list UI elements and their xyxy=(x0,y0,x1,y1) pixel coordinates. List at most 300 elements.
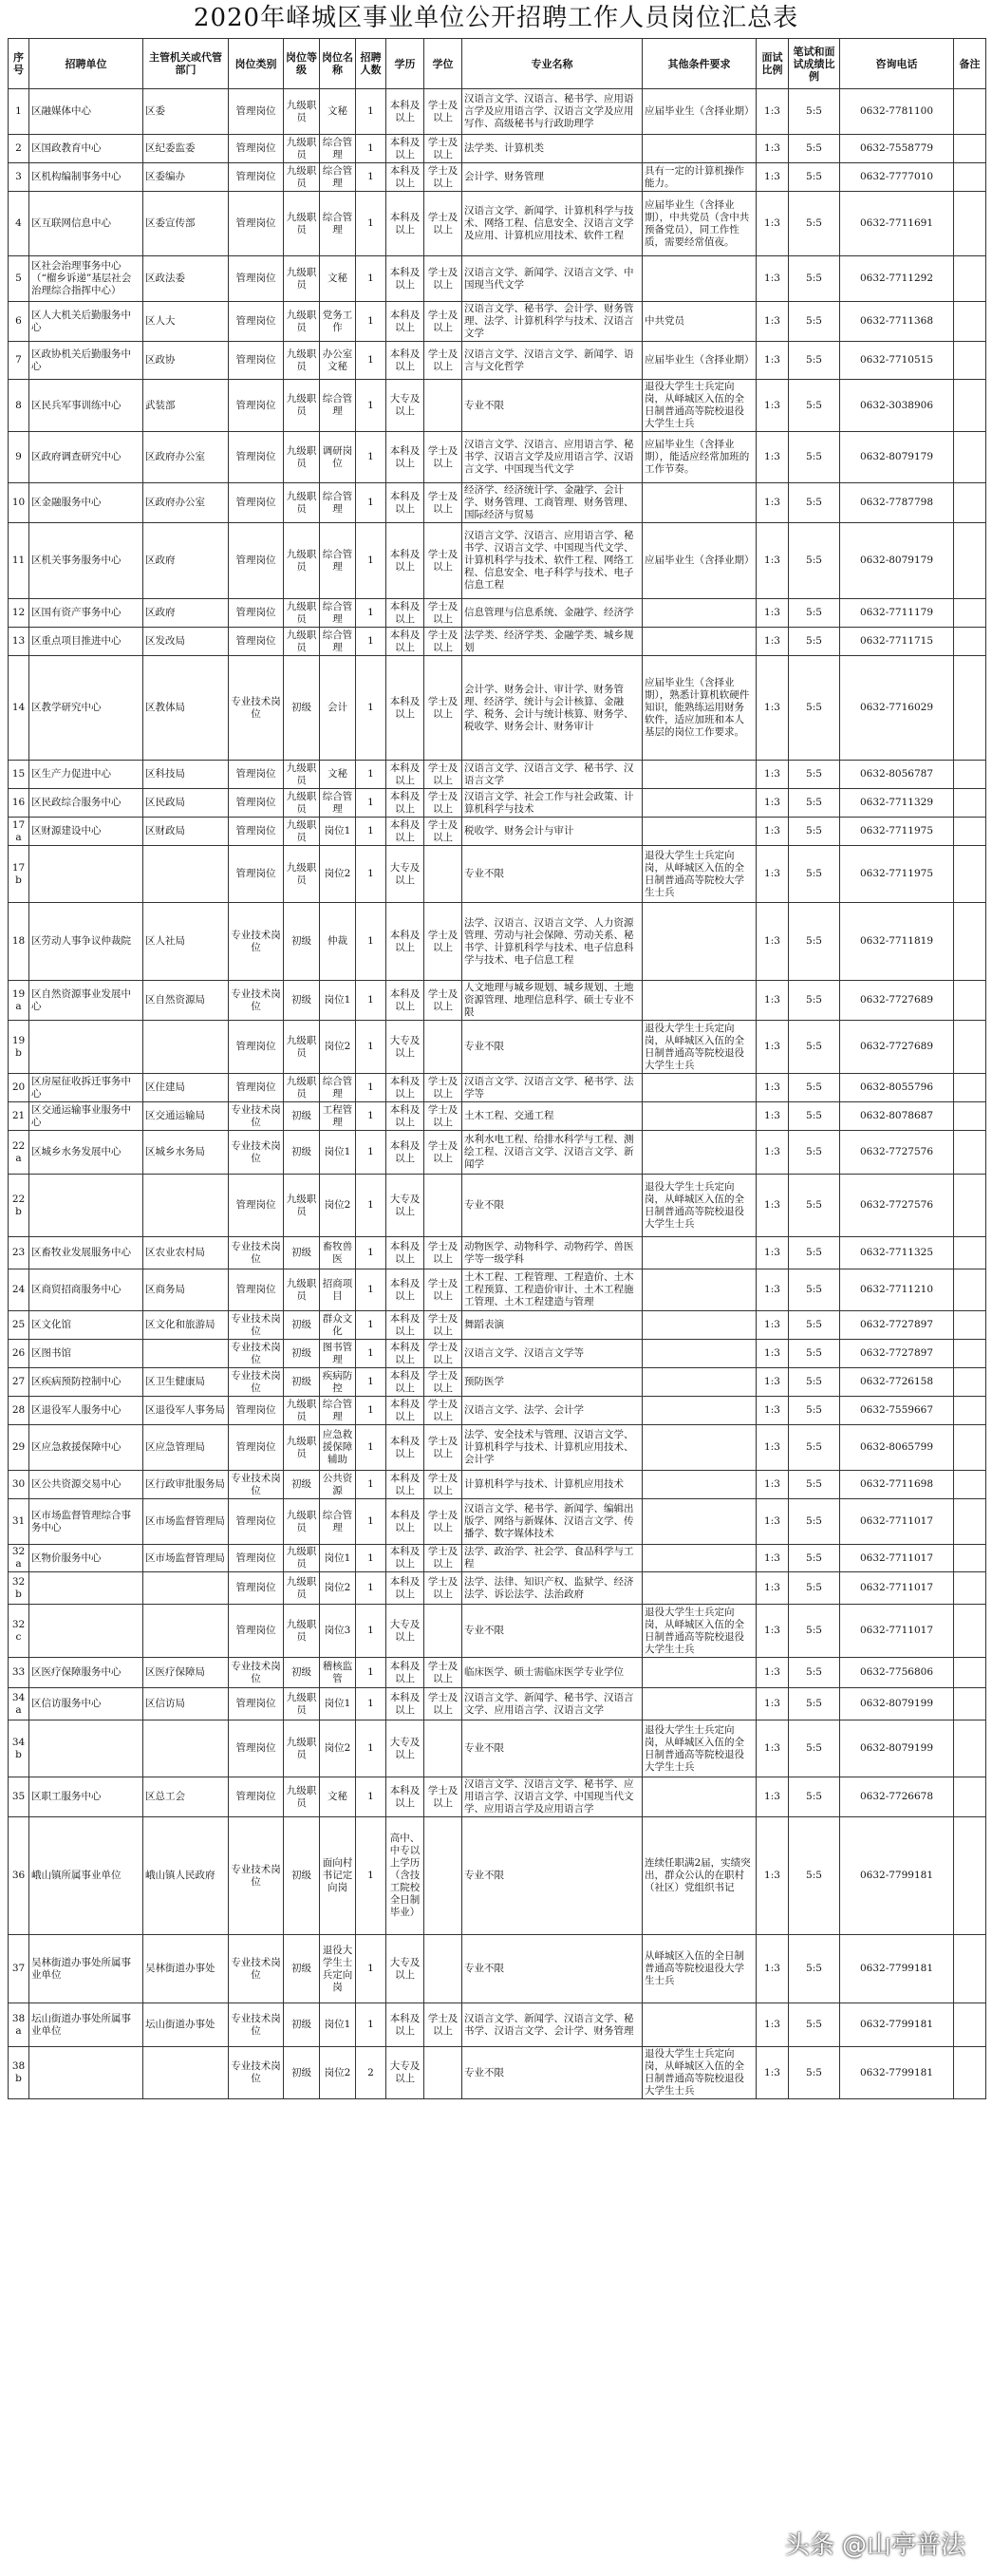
cell-id: 29 xyxy=(9,1425,29,1471)
cell-name: 综合管理 xyxy=(320,789,356,818)
cell-dept: 区住建局 xyxy=(143,1074,229,1102)
cell-name: 综合管理 xyxy=(320,1074,356,1102)
cell-unit: 区物价服务中心 xyxy=(29,1545,143,1572)
cell-phone: 0632-7781100 xyxy=(840,89,954,135)
cell-edu: 本科及以上 xyxy=(386,432,424,483)
cell-unit xyxy=(29,1175,143,1237)
cell-other: 退役大学生士兵定向岗，从峄城区入伍的全日制普通高等院校大学生士兵 xyxy=(643,846,757,903)
cell-num: 1 xyxy=(356,432,386,483)
cell-score: 5:5 xyxy=(789,1131,840,1175)
cell-dept: 区医疗保障局 xyxy=(143,1658,229,1688)
cell-remark xyxy=(954,818,986,846)
cell-other: 应届毕业生（含择业期） xyxy=(643,523,757,599)
cell-major: 法学、政治学、社会学、食品科学与工程 xyxy=(462,1545,643,1572)
cell-name: 综合管理 xyxy=(320,1499,356,1545)
cell-dept: 区应急管理局 xyxy=(143,1425,229,1471)
cell-other xyxy=(643,599,757,628)
cell-cat: 管理岗位 xyxy=(229,89,284,135)
cell-edu: 本科及以上 xyxy=(386,1102,424,1131)
cell-major: 专业不限 xyxy=(462,1935,643,2003)
cell-dept xyxy=(143,1572,229,1605)
cell-major: 专业不限 xyxy=(462,1605,643,1658)
table-row xyxy=(9,1777,986,1817)
cell-name: 综合管理 xyxy=(320,628,356,656)
cell-ratio: 1:3 xyxy=(757,1131,789,1175)
cell-num: 1 xyxy=(356,1935,386,2003)
cell-deg: 学士及以上 xyxy=(424,628,462,656)
cell-other: 连续任职满2届，实绩突出，群众公认的在职村（社区）党组织书记 xyxy=(643,1817,757,1935)
cell-other xyxy=(643,903,757,981)
cell-edu: 大专及以上 xyxy=(386,1605,424,1658)
cell-remark xyxy=(954,1368,986,1397)
cell-major: 汉语言文学、秘书学、新闻学、编辑出版学、网络与新媒体、汉语言文学、传播学、数字媒体技术 xyxy=(462,1499,643,1545)
cell-ratio: 1:3 xyxy=(757,380,789,432)
cell-remark xyxy=(954,1269,986,1311)
cell-level: 九级职员 xyxy=(284,1397,320,1425)
cell-major: 预防医学 xyxy=(462,1368,643,1397)
cell-major: 法学、法律、知识产权、监狱学、经济法学、诉讼法学、法治政府 xyxy=(462,1572,643,1605)
cell-remark xyxy=(954,903,986,981)
table-row xyxy=(9,1471,986,1499)
cell-num: 1 xyxy=(356,1397,386,1425)
cell-num: 1 xyxy=(356,342,386,380)
cell-name: 招商项目 xyxy=(320,1269,356,1311)
cell-phone: 0632-7711325 xyxy=(840,1237,954,1269)
cell-ratio: 1:3 xyxy=(757,1572,789,1605)
cell-phone: 0632-7711017 xyxy=(840,1499,954,1545)
cell-deg: 学士及以上 xyxy=(424,163,462,192)
cell-remark xyxy=(954,1021,986,1074)
cell-edu: 本科及以上 xyxy=(386,89,424,135)
cell-remark xyxy=(954,135,986,163)
cell-score: 5:5 xyxy=(789,1368,840,1397)
cell-num: 1 xyxy=(356,483,386,523)
table-row xyxy=(9,1131,986,1175)
cell-num: 1 xyxy=(356,656,386,761)
cell-id: 31 xyxy=(9,1499,29,1545)
cell-level: 九级职员 xyxy=(284,1021,320,1074)
cell-edu: 本科及以上 xyxy=(386,1572,424,1605)
cell-id: 7 xyxy=(9,342,29,380)
cell-phone: 0632-7787798 xyxy=(840,483,954,523)
cell-ratio: 1:3 xyxy=(757,1688,789,1720)
cell-edu: 本科及以上 xyxy=(386,523,424,599)
cell-level: 九级职员 xyxy=(284,1605,320,1658)
cell-major: 汉语言文学、汉语言、应用语言学、秘书学、汉语言文学及应用语言学、汉语言文学、中国现当代文学 xyxy=(462,432,643,483)
cell-dept: 坛山街道办事处 xyxy=(143,2003,229,2047)
cell-level: 九级职员 xyxy=(284,380,320,432)
cell-num: 1 xyxy=(356,135,386,163)
cell-id: 28 xyxy=(9,1397,29,1425)
cell-other xyxy=(643,1311,757,1340)
cell-edu: 本科及以上 xyxy=(386,818,424,846)
cell-remark xyxy=(954,163,986,192)
cell-level: 九级职员 xyxy=(284,1720,320,1777)
cell-phone: 0632-7726158 xyxy=(840,1368,954,1397)
table-row xyxy=(9,1545,986,1572)
cell-other: 具有一定的计算机操作能力。 xyxy=(643,163,757,192)
cell-id: 33 xyxy=(9,1658,29,1688)
table-row xyxy=(9,761,986,789)
cell-num: 1 xyxy=(356,302,386,342)
cell-deg: 学士及以上 xyxy=(424,903,462,981)
cell-edu: 大专及以上 xyxy=(386,1935,424,2003)
cell-num: 1 xyxy=(356,2003,386,2047)
cell-phone: 0632-7711210 xyxy=(840,1269,954,1311)
cell-cat: 管理岗位 xyxy=(229,846,284,903)
column-header: 咨询电话 xyxy=(840,39,954,89)
cell-remark xyxy=(954,599,986,628)
table-row xyxy=(9,1499,986,1545)
cell-name: 综合管理 xyxy=(320,192,356,256)
cell-num: 1 xyxy=(356,89,386,135)
cell-remark xyxy=(954,380,986,432)
cell-cat: 管理岗位 xyxy=(229,1688,284,1720)
cell-dept: 区发改局 xyxy=(143,628,229,656)
cell-level: 九级职员 xyxy=(284,432,320,483)
cell-major: 汉语言文学、法学、会计学 xyxy=(462,1397,643,1425)
table-row xyxy=(9,1425,986,1471)
cell-name: 退役大学生士兵定向岗 xyxy=(320,1935,356,2003)
cell-unit: 区信访服务中心 xyxy=(29,1688,143,1720)
cell-num: 1 xyxy=(356,1545,386,1572)
cell-phone: 0632-7711368 xyxy=(840,302,954,342)
cell-unit: 区公共资源交易中心 xyxy=(29,1471,143,1499)
cell-num: 1 xyxy=(356,1658,386,1688)
cell-cat: 专业技术岗位 xyxy=(229,1102,284,1131)
cell-ratio: 1:3 xyxy=(757,1074,789,1102)
cell-unit: 区社会治理事务中心（“榴乡诉递”基层社会治理综合指挥中心） xyxy=(29,256,143,302)
cell-phone: 0632-7710515 xyxy=(840,342,954,380)
cell-dept xyxy=(143,2047,229,2099)
table-row xyxy=(9,1074,986,1102)
cell-phone: 0632-7727576 xyxy=(840,1175,954,1237)
cell-id: 16 xyxy=(9,789,29,818)
cell-dept: 武装部 xyxy=(143,380,229,432)
column-header: 学历 xyxy=(386,39,424,89)
cell-remark xyxy=(954,1425,986,1471)
cell-other xyxy=(643,1340,757,1368)
cell-phone: 0632-7777010 xyxy=(840,163,954,192)
cell-major: 专业不限 xyxy=(462,380,643,432)
cell-score: 5:5 xyxy=(789,1817,840,1935)
cell-other xyxy=(643,1102,757,1131)
cell-dept: 峨山镇人民政府 xyxy=(143,1817,229,1935)
cell-id: 30 xyxy=(9,1471,29,1499)
cell-ratio: 1:3 xyxy=(757,523,789,599)
cell-remark xyxy=(954,192,986,256)
cell-num: 1 xyxy=(356,1131,386,1175)
cell-score: 5:5 xyxy=(789,2003,840,2047)
cell-score: 5:5 xyxy=(789,1269,840,1311)
cell-remark xyxy=(954,761,986,789)
cell-phone: 0632-7711017 xyxy=(840,1545,954,1572)
cell-other xyxy=(643,981,757,1021)
cell-id: 34b xyxy=(9,1720,29,1777)
cell-phone: 0632-7711715 xyxy=(840,628,954,656)
column-header: 主管机关或代管部门 xyxy=(143,39,229,89)
cell-unit xyxy=(29,1572,143,1605)
cell-edu: 本科及以上 xyxy=(386,628,424,656)
cell-major: 汉语言文学、秘书学、会计学、财务管理、法学、计算机科学与技术、汉语言文学 xyxy=(462,302,643,342)
cell-major: 专业不限 xyxy=(462,1021,643,1074)
cell-level: 九级职员 xyxy=(284,135,320,163)
cell-level: 九级职员 xyxy=(284,1572,320,1605)
cell-score: 5:5 xyxy=(789,1720,840,1777)
table-row xyxy=(9,656,986,761)
cell-other: 退役大学生士兵定向岗，从峄城区入伍的全日制普通高等院校退役大学生士兵 xyxy=(643,2047,757,2099)
cell-phone: 0632-7727689 xyxy=(840,981,954,1021)
table-row xyxy=(9,432,986,483)
cell-cat: 管理岗位 xyxy=(229,523,284,599)
cell-cat: 专业技术岗位 xyxy=(229,1311,284,1340)
cell-deg: 学士及以上 xyxy=(424,981,462,1021)
cell-edu: 本科及以上 xyxy=(386,2003,424,2047)
cell-remark xyxy=(954,1720,986,1777)
cell-unit: 区教学研究中心 xyxy=(29,656,143,761)
cell-ratio: 1:3 xyxy=(757,1397,789,1425)
cell-deg: 学士及以上 xyxy=(424,761,462,789)
cell-id: 19b xyxy=(9,1021,29,1074)
cell-score: 5:5 xyxy=(789,342,840,380)
cell-phone: 0632-8056787 xyxy=(840,761,954,789)
cell-cat: 管理岗位 xyxy=(229,256,284,302)
cell-cat: 专业技术岗位 xyxy=(229,1340,284,1368)
cell-dept: 区总工会 xyxy=(143,1777,229,1817)
cell-id: 36 xyxy=(9,1817,29,1935)
cell-level: 九级职员 xyxy=(284,1545,320,1572)
cell-dept: 区行政审批服务局 xyxy=(143,1471,229,1499)
cell-phone: 0632-7559667 xyxy=(840,1397,954,1425)
cell-id: 22a xyxy=(9,1131,29,1175)
cell-num: 1 xyxy=(356,1817,386,1935)
cell-remark xyxy=(954,523,986,599)
cell-level: 九级职员 xyxy=(284,1269,320,1311)
cell-score: 5:5 xyxy=(789,846,840,903)
cell-level: 九级职员 xyxy=(284,163,320,192)
cell-edu: 本科及以上 xyxy=(386,1311,424,1340)
cell-dept: 区市场监督管理局 xyxy=(143,1545,229,1572)
cell-id: 4 xyxy=(9,192,29,256)
cell-cat: 管理岗位 xyxy=(229,1425,284,1471)
cell-id: 32b xyxy=(9,1572,29,1605)
cell-dept: 吴林街道办事处 xyxy=(143,1935,229,2003)
column-header: 笔试和面试成绩比例 xyxy=(789,39,840,89)
cell-other: 应届毕业生（含择业期），中共党员（含中共预备党员），同工作性质，需要经常值夜。 xyxy=(643,192,757,256)
cell-edu: 本科及以上 xyxy=(386,1545,424,1572)
cell-cat: 管理岗位 xyxy=(229,1499,284,1545)
cell-unit: 区国政教育中心 xyxy=(29,135,143,163)
cell-score: 5:5 xyxy=(789,1425,840,1471)
cell-remark xyxy=(954,1545,986,1572)
cell-dept: 区政协 xyxy=(143,342,229,380)
cell-level: 初级 xyxy=(284,1237,320,1269)
cell-dept: 区政府办公室 xyxy=(143,432,229,483)
cell-name: 文秘 xyxy=(320,256,356,302)
cell-major: 法学、安全技术与管理、汉语言文学、计算机科学与技术、计算机应用技术、会计学 xyxy=(462,1425,643,1471)
cell-unit xyxy=(29,1720,143,1777)
cell-num: 1 xyxy=(356,1269,386,1311)
cell-other: 从峄城区入伍的全日制普通高等院校退役大学生士兵 xyxy=(643,1935,757,2003)
cell-edu: 本科及以上 xyxy=(386,1777,424,1817)
cell-ratio: 1:3 xyxy=(757,1269,789,1311)
cell-num: 1 xyxy=(356,1471,386,1499)
cell-other xyxy=(643,761,757,789)
cell-id: 38a xyxy=(9,2003,29,2047)
cell-score: 5:5 xyxy=(789,1688,840,1720)
cell-num: 1 xyxy=(356,981,386,1021)
cell-deg: 学士及以上 xyxy=(424,1102,462,1131)
cell-id: 13 xyxy=(9,628,29,656)
cell-name: 岗位2 xyxy=(320,846,356,903)
cell-phone: 0632-7711017 xyxy=(840,1572,954,1605)
cell-name: 图书管理 xyxy=(320,1340,356,1368)
cell-edu: 本科及以上 xyxy=(386,1368,424,1397)
cell-other: 退役大学生士兵定向岗，从峄城区入伍的全日制普通高等院校退役大学生士兵 xyxy=(643,380,757,432)
cell-id: 5 xyxy=(9,256,29,302)
cell-cat: 管理岗位 xyxy=(229,1021,284,1074)
cell-major: 舞蹈表演 xyxy=(462,1311,643,1340)
cell-edu: 高中、中专以上学历（含技工院校全日制毕业） xyxy=(386,1817,424,1935)
cell-remark xyxy=(954,1471,986,1499)
cell-dept: 区人社局 xyxy=(143,903,229,981)
cell-deg: 学士及以上 xyxy=(424,256,462,302)
column-header: 其他条件要求 xyxy=(643,39,757,89)
cell-name: 群众文化 xyxy=(320,1311,356,1340)
cell-remark xyxy=(954,1074,986,1102)
cell-num: 1 xyxy=(356,1499,386,1545)
column-header: 学位 xyxy=(424,39,462,89)
cell-ratio: 1:3 xyxy=(757,342,789,380)
cell-dept: 区农业农村局 xyxy=(143,1237,229,1269)
cell-major: 汉语言文学、汉语言文学、新闻学、语言与文化哲学 xyxy=(462,342,643,380)
cell-dept: 区教体局 xyxy=(143,656,229,761)
cell-ratio: 1:3 xyxy=(757,1817,789,1935)
cell-score: 5:5 xyxy=(789,256,840,302)
column-header: 岗位名称 xyxy=(320,39,356,89)
cell-dept: 区退役军人事务局 xyxy=(143,1397,229,1425)
cell-remark xyxy=(954,1311,986,1340)
cell-unit: 区职工服务中心 xyxy=(29,1777,143,1817)
cell-score: 5:5 xyxy=(789,903,840,981)
cell-ratio: 1:3 xyxy=(757,1471,789,1499)
cell-cat: 管理岗位 xyxy=(229,483,284,523)
cell-phone: 0632-3038906 xyxy=(840,380,954,432)
cell-cat: 管理岗位 xyxy=(229,599,284,628)
cell-dept: 区纪委监委 xyxy=(143,135,229,163)
cell-phone: 0632-7711292 xyxy=(840,256,954,302)
cell-score: 5:5 xyxy=(789,1605,840,1658)
cell-deg xyxy=(424,380,462,432)
cell-num: 1 xyxy=(356,628,386,656)
cell-unit: 区重点项目推进中心 xyxy=(29,628,143,656)
cell-phone: 0632-7711698 xyxy=(840,1471,954,1499)
cell-cat: 管理岗位 xyxy=(229,761,284,789)
cell-score: 5:5 xyxy=(789,761,840,789)
cell-unit: 区人大机关后勤服务中心 xyxy=(29,302,143,342)
cell-deg: 学士及以上 xyxy=(424,342,462,380)
cell-level: 九级职员 xyxy=(284,523,320,599)
cell-name: 疾病防控 xyxy=(320,1368,356,1397)
table-row xyxy=(9,1688,986,1720)
cell-ratio: 1:3 xyxy=(757,432,789,483)
cell-deg xyxy=(424,846,462,903)
cell-score: 5:5 xyxy=(789,628,840,656)
cell-unit: 区房屋征收拆迁事务中心 xyxy=(29,1074,143,1102)
cell-id: 24 xyxy=(9,1269,29,1311)
cell-ratio: 1:3 xyxy=(757,981,789,1021)
cell-num: 1 xyxy=(356,1340,386,1368)
cell-dept: 区委编办 xyxy=(143,163,229,192)
cell-dept: 区政府 xyxy=(143,599,229,628)
cell-deg: 学士及以上 xyxy=(424,1368,462,1397)
cell-num: 1 xyxy=(356,1021,386,1074)
cell-remark xyxy=(954,1499,986,1545)
cell-dept: 区政法委 xyxy=(143,256,229,302)
cell-major: 专业不限 xyxy=(462,846,643,903)
cell-id: 35 xyxy=(9,1777,29,1817)
cell-edu: 本科及以上 xyxy=(386,135,424,163)
cell-level: 九级职员 xyxy=(284,1425,320,1471)
cell-cat: 专业技术岗位 xyxy=(229,2003,284,2047)
cell-cat: 管理岗位 xyxy=(229,1777,284,1817)
cell-unit: 区生产力促进中心 xyxy=(29,761,143,789)
cell-deg: 学士及以上 xyxy=(424,432,462,483)
cell-dept xyxy=(143,1175,229,1237)
cell-remark xyxy=(954,1935,986,2003)
cell-deg xyxy=(424,1605,462,1658)
cell-level: 九级职员 xyxy=(284,256,320,302)
cell-name: 调研岗位 xyxy=(320,432,356,483)
cell-phone: 0632-7558779 xyxy=(840,135,954,163)
cell-major: 人文地理与城乡规划、城乡规划、土地资源管理、地理信息科学、硕士专业不限 xyxy=(462,981,643,1021)
cell-level: 九级职员 xyxy=(284,192,320,256)
cell-name: 文秘 xyxy=(320,761,356,789)
cell-other xyxy=(643,483,757,523)
cell-id: 23 xyxy=(9,1237,29,1269)
cell-id: 2 xyxy=(9,135,29,163)
cell-level: 九级职员 xyxy=(284,789,320,818)
cell-remark xyxy=(954,1817,986,1935)
cell-deg: 学士及以上 xyxy=(424,89,462,135)
cell-cat: 管理岗位 xyxy=(229,135,284,163)
cell-cat: 管理岗位 xyxy=(229,789,284,818)
cell-score: 5:5 xyxy=(789,302,840,342)
cell-cat: 管理岗位 xyxy=(229,192,284,256)
cell-other xyxy=(643,1269,757,1311)
cell-phone: 0632-8065799 xyxy=(840,1425,954,1471)
table-row xyxy=(9,342,986,380)
cell-remark xyxy=(954,789,986,818)
cell-score: 5:5 xyxy=(789,818,840,846)
cell-deg: 学士及以上 xyxy=(424,1545,462,1572)
cell-num: 1 xyxy=(356,789,386,818)
cell-edu: 本科及以上 xyxy=(386,1471,424,1499)
cell-level: 九级职员 xyxy=(284,1777,320,1817)
cell-ratio: 1:3 xyxy=(757,1237,789,1269)
cell-phone: 0632-7711975 xyxy=(840,846,954,903)
cell-ratio: 1:3 xyxy=(757,761,789,789)
cell-id: 8 xyxy=(9,380,29,432)
cell-phone: 0632-7799181 xyxy=(840,2047,954,2099)
cell-ratio: 1:3 xyxy=(757,789,789,818)
cell-major: 汉语言文学、汉语言、应用语言学、秘书学、汉语言文学、中国现当代文学、计算机科学与技术、软件工程、网络工程、信息安全、电子科学与技术、电子信息工程 xyxy=(462,523,643,599)
cell-deg: 学士及以上 xyxy=(424,818,462,846)
cell-score: 5:5 xyxy=(789,135,840,163)
cell-name: 仲裁 xyxy=(320,903,356,981)
cell-major: 会计学、财务管理 xyxy=(462,163,643,192)
cell-edu: 本科及以上 xyxy=(386,1499,424,1545)
